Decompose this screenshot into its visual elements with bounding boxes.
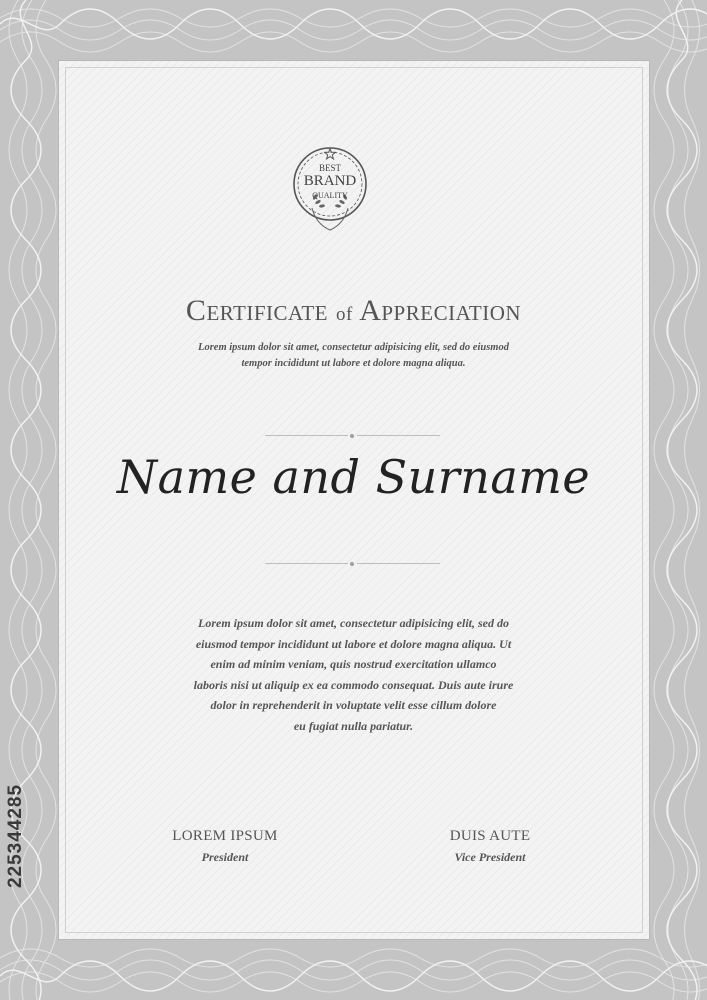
title-connector: of — [336, 304, 353, 325]
badge-bottom-text: QUALITY — [312, 191, 348, 200]
signature-left-role: President — [201, 850, 249, 864]
signature-left — [145, 828, 305, 865]
bottom-divider — [265, 560, 440, 568]
body-line: eiusmod tempor incididunt ut labore et dolore magna aliqua. Ut — [195, 636, 512, 651]
title-initial-1: C — [185, 294, 207, 327]
signature-right-role: Vice President — [454, 850, 526, 864]
signature-right — [410, 828, 570, 865]
body-line: Lorem ipsum dolor sit amet, consectetur adipisicing elit, sed do — [198, 616, 509, 630]
subtitle-line: Lorem ipsum dolor sit amet, consectetur adipisicing elit, sed do eiusmod — [198, 342, 509, 353]
signature-left-name: LOREM IPSUM — [172, 828, 278, 844]
badge-main-text: BRAND — [303, 173, 357, 189]
certificate-body — [0, 613, 707, 736]
title-initial-2: A — [359, 294, 382, 327]
top-divider — [265, 432, 440, 440]
body-line: enim ad minim veniam, quis nostrud exercitation ullamco — [210, 657, 497, 671]
title-rest-2: PPRECIATION — [381, 301, 522, 325]
badge-top-text: BEST — [318, 163, 341, 173]
stock-id-text: 225344285 — [5, 783, 26, 889]
signature-right-name: DUIS AUTE — [449, 828, 531, 844]
subtitle-line: tempor incididunt ut labore et dolore magna aliqua. — [241, 358, 466, 369]
star-icon — [324, 148, 336, 160]
recipient-name: Name and Surname — [116, 450, 591, 504]
certificate-title — [0, 294, 707, 328]
certificate-subtitle — [0, 340, 707, 372]
body-line: laboris nisi ut aliquip ex ea commodo consequat. Duis aute irure — [193, 677, 514, 692]
body-line: dolor in reprehenderit in voluptate velit esse cillum dolore — [210, 698, 497, 712]
brand-quality-badge — [288, 138, 372, 242]
body-line: eu fugiat nulla pariatur. — [293, 718, 414, 733]
stock-id-label — [4, 756, 28, 916]
title-rest-1: ERTIFICATE — [206, 301, 329, 325]
